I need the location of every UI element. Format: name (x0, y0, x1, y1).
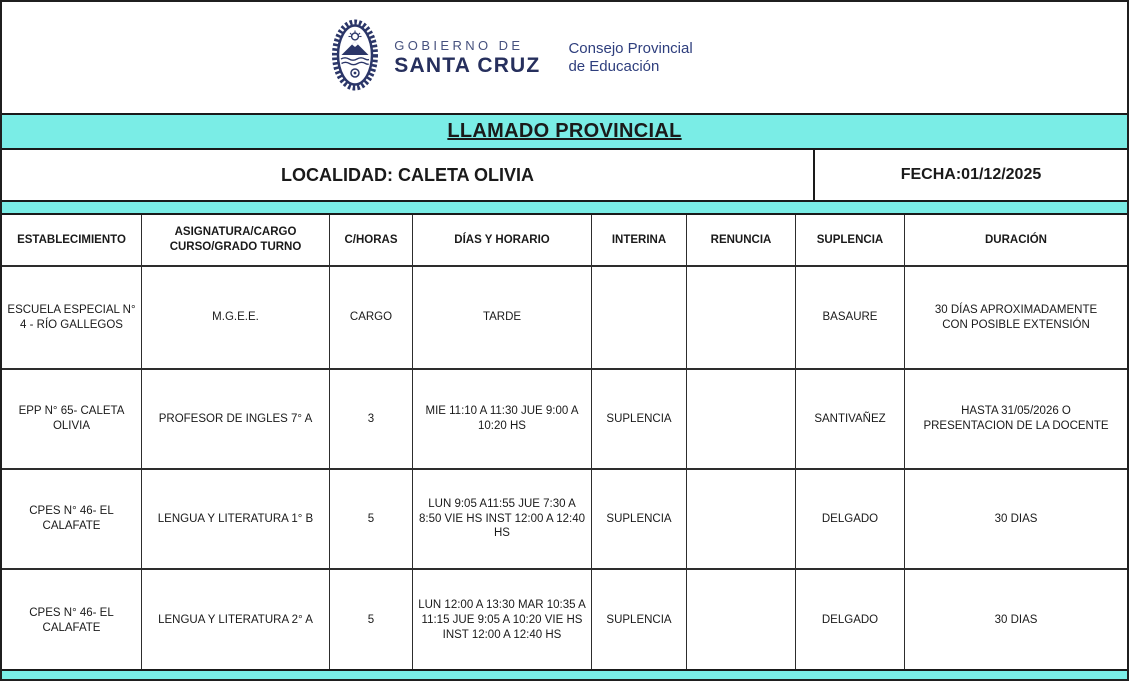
consejo-line2: de Educación (568, 57, 660, 75)
table-cell: EPP N° 65- CALETA OLIVIA (2, 370, 142, 470)
table-cell: SUPLENCIA (592, 570, 687, 671)
brand-group (332, 19, 692, 96)
consejo-line1: Consejo Provincial (568, 39, 693, 57)
table-cell: 5 (330, 570, 413, 671)
gobierno-de-label: GOBIERNO DE (394, 37, 524, 53)
column-header-suplencia: SUPLENCIA (796, 215, 905, 267)
santa-cruz-coat-of-arms-icon (332, 19, 378, 96)
table-cell: LENGUA Y LITERATURA 2° A (142, 570, 330, 671)
table-cell: SANTIVAÑEZ (796, 370, 905, 470)
table-cell: 30 DIAS (905, 470, 1127, 570)
vacancies-table (2, 215, 1127, 671)
table-cell: BASAURE (796, 267, 905, 370)
table-cell: 30 DIAS (994, 614, 1038, 627)
table-cell: 5 (330, 470, 413, 570)
column-header-dias-horario: DÍAS Y HORARIO (413, 215, 592, 267)
table-cell: SUPLENCIA (592, 370, 687, 470)
table-cell: CPES N° 46- EL CALAFATE (2, 470, 142, 570)
page-title: LLAMADO PROVINCIAL (447, 120, 682, 142)
locality-date-row (2, 150, 1127, 200)
locality-label: LOCALIDAD: CALETA OLIVIA (2, 150, 815, 200)
table-cell: DELGADO (796, 470, 905, 570)
table-cell: HASTA 31/05/2026 O PRESENTACION DE LA DOCENTE (905, 370, 1127, 470)
column-header-choras: C/HORAS (330, 215, 413, 267)
table-cell: CPES N° 46- EL CALAFATE (2, 570, 142, 671)
column-header-duracion: DURACIÓN (905, 215, 1127, 267)
table-cell: CARGO (330, 267, 413, 370)
column-header-asignatura: ASIGNATURA/CARGO CURSO/GRADO TURNO (142, 215, 330, 267)
table-cell: LUN 9:05 A11:55 JUE 7:30 A 8:50 VIE HS INST 12:00 A 12:40 HS (413, 470, 592, 570)
table-cell: 3 (330, 370, 413, 470)
date-label: FECHA:01/12/2025 (900, 166, 1042, 183)
teal-divider-strip (0, 200, 1129, 215)
consejo-provincial-label (568, 40, 692, 76)
title-banner (0, 113, 1129, 150)
table-cell (592, 267, 687, 370)
table-cell (687, 570, 796, 671)
table-cell (687, 470, 796, 570)
column-header-renuncia: RENUNCIA (687, 215, 796, 267)
santa-cruz-label: SANTA CRUZ (394, 53, 541, 77)
table-cell: SUPLENCIA (592, 470, 687, 570)
table-cell (687, 370, 796, 470)
table-cell: ESCUELA ESPECIAL N° 4 - RÍO GALLEGOS (2, 267, 142, 370)
table-cell: 30 DÍAS APROXIMADAMENTE CON POSIBLE EXTENSIÓN (905, 267, 1127, 370)
table-cell (687, 267, 796, 370)
table-cell: LENGUA Y LITERATURA 1° B (142, 470, 330, 570)
table-cell: MIE 11:10 A 11:30 JUE 9:00 A 10:20 HS (413, 370, 592, 470)
brand-header (0, 2, 1129, 113)
column-header-interina: INTERINA (592, 215, 687, 267)
table-cell: PROFESOR DE INGLES 7° A (142, 370, 330, 470)
table-cell: DELGADO (796, 570, 905, 671)
table-cell: LUN 12:00 A 13:30 MAR 10:35 A 11:15 JUE 9:05 A 10:20 VIE HS INST 12:00 A 12:40 HS (413, 570, 592, 671)
table-cell: TARDE (413, 267, 592, 370)
table-cell: M.G.E.E. (142, 267, 330, 370)
column-header-establecimiento: ESTABLECIMIENTO (2, 215, 142, 267)
bottom-teal-strip (0, 669, 1129, 681)
government-wordmark (394, 38, 540, 78)
